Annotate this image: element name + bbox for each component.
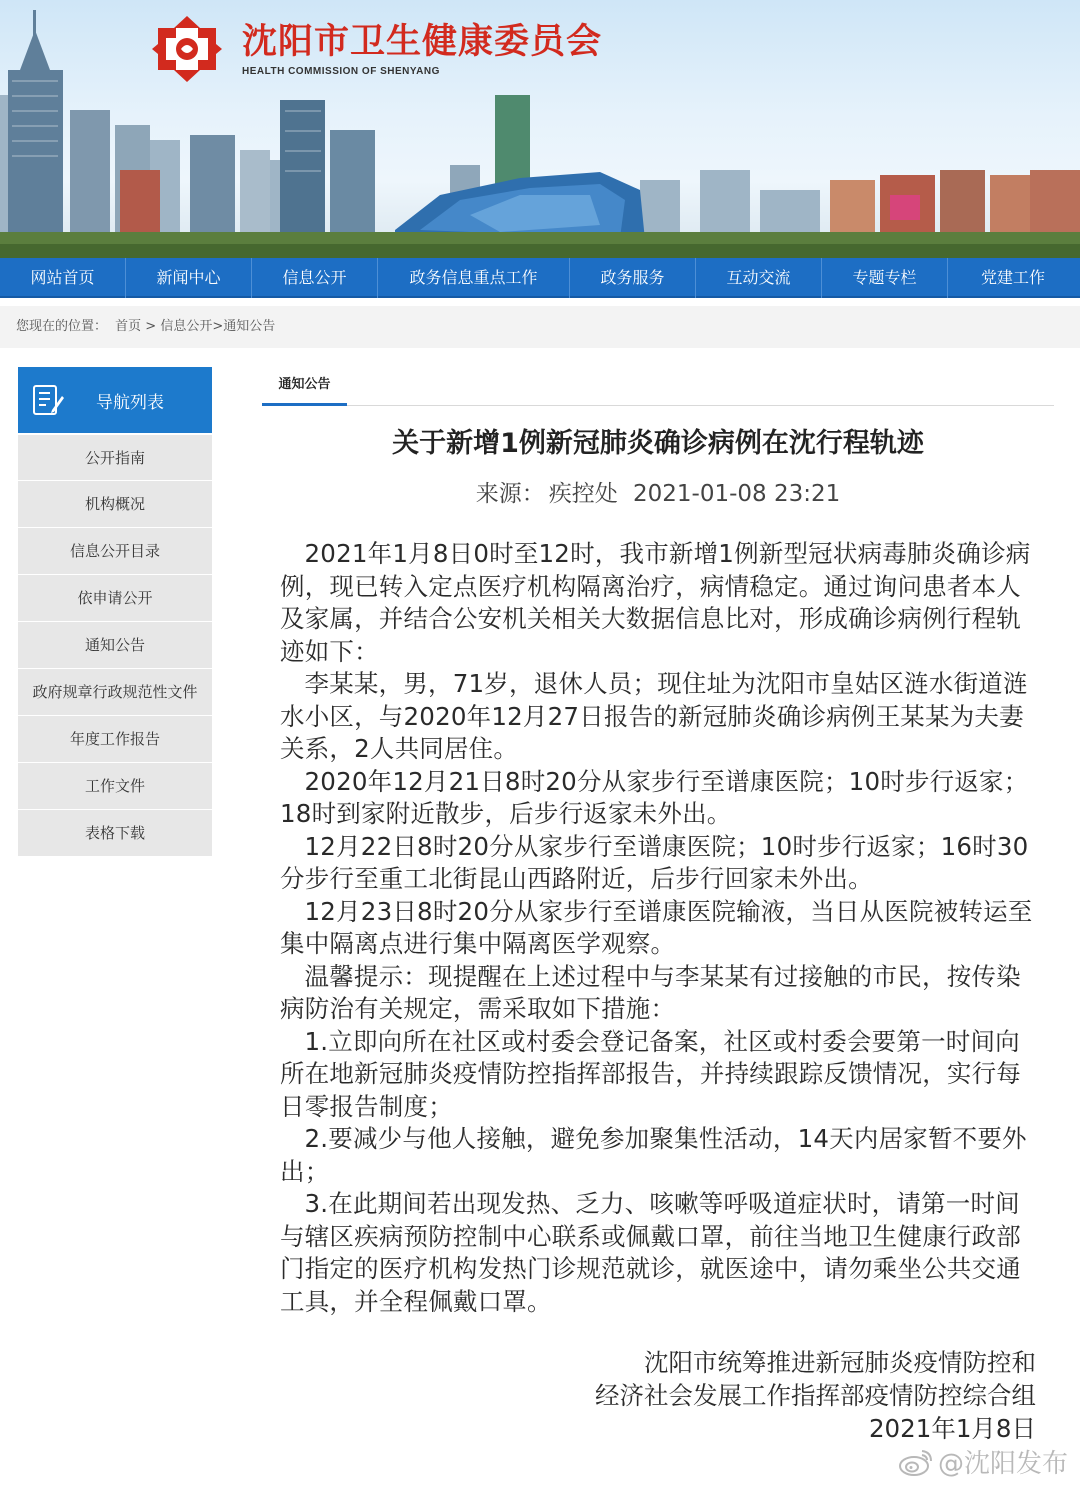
article-paragraph: 12月22日8时20分从家步行至谱康医院；10时步行返家；16时30分步行至重工北街昆山西路附近，后步行回家未外出。 bbox=[280, 831, 1029, 893]
section-tab-bar bbox=[262, 368, 1054, 406]
sidebar-item-form-download[interactable]: 表格下载 bbox=[18, 809, 212, 856]
article-datetime: 2021-01-08 23:21 bbox=[633, 481, 841, 507]
breadcrumb-bar bbox=[0, 306, 1080, 348]
article-source: 疾控处 bbox=[548, 481, 618, 507]
breadcrumb-prefix: 您现在的位置： bbox=[16, 319, 108, 334]
health-commission-emblem-icon bbox=[150, 14, 224, 84]
site-logo[interactable] bbox=[150, 14, 602, 84]
nav-item-topics[interactable]: 专题专栏 bbox=[822, 258, 948, 298]
article-paragraph: 2.要减少与他人接触，避免参加聚集性活动，14天内居家暂不要外出； bbox=[280, 1124, 1027, 1186]
weibo-icon bbox=[898, 1447, 934, 1477]
main-nav bbox=[0, 258, 1080, 298]
sidebar bbox=[18, 367, 212, 856]
article-paragraph: 温馨提示：现提醒在上述过程中与李某某有过接触的市民，按传染病防治有关规定，需采取如下措施： bbox=[280, 961, 1021, 1023]
document-edit-icon bbox=[30, 382, 66, 418]
nav-item-key-work[interactable]: 政务信息重点工作 bbox=[378, 258, 570, 298]
org-name-en: HEALTH COMMISSION OF SHENYANG bbox=[242, 65, 440, 77]
nav-item-home[interactable]: 网站首页 bbox=[0, 258, 126, 298]
nav-item-services[interactable]: 政务服务 bbox=[570, 258, 696, 298]
article-paragraph: 12月23日8时20分从家步行至谱康医院输液，当日从医院被转运至集中隔离点进行集中隔离医学观察。 bbox=[280, 896, 1033, 958]
article-paragraph: 李某某，男，71岁，退休人员；现住址为沈阳市皇姑区涟水街道涟水小区，与2020年12月27日报告的新冠肺炎确诊病例王某某为夫妻关系，2人共同居住。 bbox=[280, 669, 1028, 763]
breadcrumb bbox=[16, 306, 279, 348]
watermark-text: @沈阳发布 bbox=[937, 1449, 1068, 1479]
signature-line-1: 沈阳市统筹推进新冠肺炎疫情防控和 bbox=[644, 1348, 1036, 1377]
sidebar-item-annual-report[interactable]: 年度工作报告 bbox=[18, 715, 212, 762]
tab-notices[interactable]: 通知公告 bbox=[262, 368, 347, 406]
article-signature bbox=[595, 1346, 1036, 1445]
article-paragraph: 1.立即向所在社区或村委会登记备案，社区或村委会要第一时间向所在地新冠肺炎疫情防控指挥部报告，并持续跟踪反馈情况，实行每日零报告制度； bbox=[280, 1026, 1021, 1121]
sidebar-item-notices[interactable]: 通知公告 bbox=[18, 621, 212, 668]
header-banner bbox=[0, 0, 1080, 258]
source-label: 来源： bbox=[475, 481, 545, 507]
article-paragraph: 2021年1月8日0时至12时，我市新增1例新型冠状病毒肺炎确诊病例，现已转入定点医疗机构隔离治疗，病情稳定。通过询问患者本人及家属，并结合公安机关相关大数据信息比对，形成确诊病例行程轨迹如下： bbox=[280, 539, 1031, 666]
signature-line-2: 经济社会发展工作指挥部疫情防控综合组 bbox=[595, 1381, 1036, 1410]
nav-item-disclosure[interactable]: 信息公开 bbox=[252, 258, 378, 298]
sidebar-item-guide[interactable]: 公开指南 bbox=[18, 433, 212, 480]
signature-date: 2021年1月8日 bbox=[868, 1414, 1036, 1443]
sidebar-item-catalog[interactable]: 信息公开目录 bbox=[18, 527, 212, 574]
sidebar-header bbox=[18, 367, 212, 433]
article-body bbox=[280, 538, 1040, 1318]
nav-item-interaction[interactable]: 互动交流 bbox=[696, 258, 822, 298]
sidebar-item-overview[interactable]: 机构概况 bbox=[18, 480, 212, 527]
breadcrumb-path[interactable]: 首页 > 信息公开>通知公告 bbox=[115, 319, 276, 334]
article-paragraph: 3.在此期间若出现发热、乏力、咳嗽等呼吸道症状时，请第一时间与辖区疾病预防控制中心联系或佩戴口罩，前往当地卫生健康行政部门指定的医疗机构发热门诊规范就诊，就医途中，请勿乘坐公共交通工具，并全程佩戴口罩。 bbox=[280, 1189, 1021, 1316]
sidebar-item-application[interactable]: 依申请公开 bbox=[18, 574, 212, 621]
article-meta bbox=[262, 475, 1054, 508]
sidebar-item-work-documents[interactable]: 工作文件 bbox=[18, 762, 212, 809]
article-paragraph: 2020年12月21日8时20分从家步行至谱康医院；10时步行返家；18时到家附近散步，后步行返家未外出。 bbox=[280, 766, 1029, 828]
weibo-watermark bbox=[898, 1443, 1068, 1480]
org-name-cn: 沈阳市卫生健康委员会 bbox=[242, 21, 603, 62]
sidebar-item-regulations[interactable]: 政府规章行政规范性文件 bbox=[18, 668, 212, 715]
article-title: 关于新增1例新冠肺炎确诊病例在沈行程轨迹 bbox=[392, 428, 924, 459]
sidebar-title: 导航列表 bbox=[96, 392, 164, 413]
nav-item-party[interactable]: 党建工作 bbox=[980, 268, 1045, 287]
nav-item-news[interactable]: 新闻中心 bbox=[126, 258, 252, 298]
